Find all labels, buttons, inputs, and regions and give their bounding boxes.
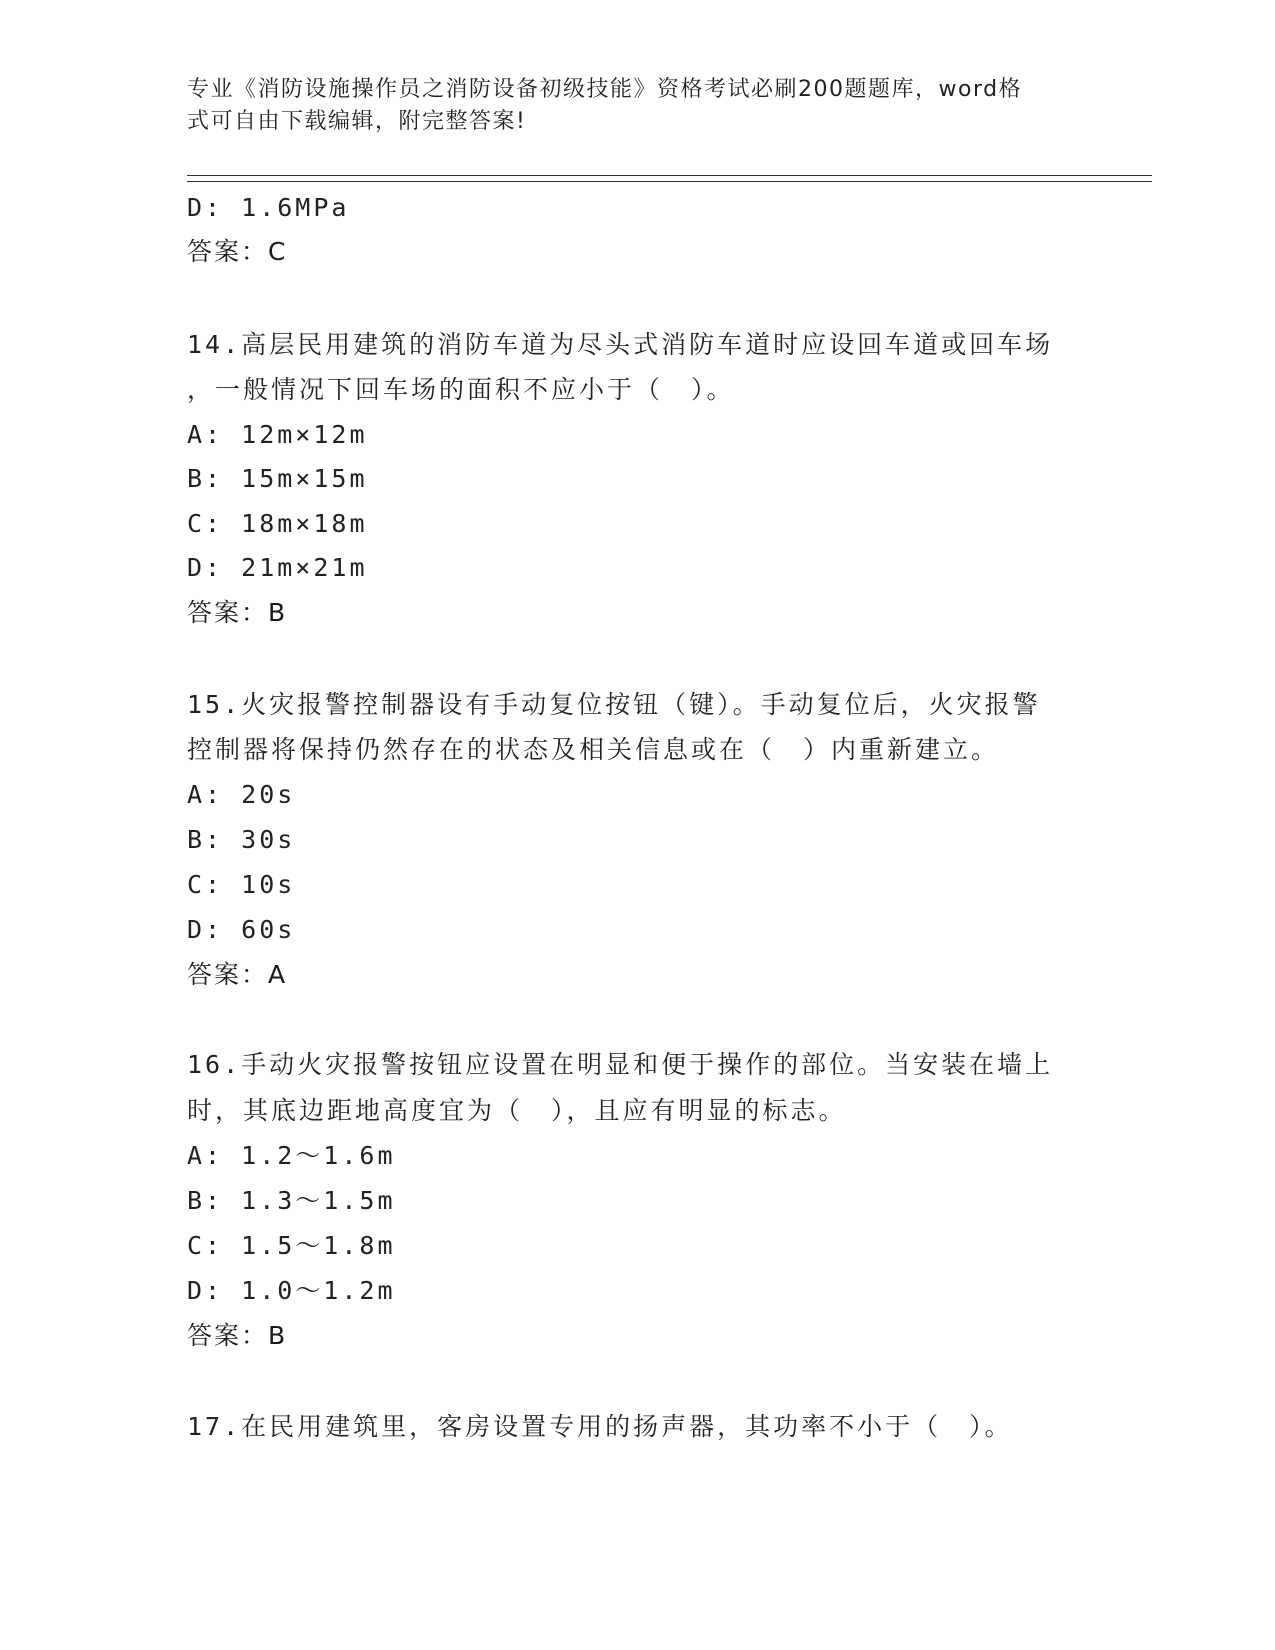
q14-option-b: B: 15m×15m: [187, 464, 368, 493]
q14-option-d: D: 21m×21m: [187, 553, 368, 582]
header-line-2: 式可自由下载编辑，附完整答案!: [187, 109, 527, 134]
q14-stem-line-2: ，一般情况下回车场的面积不应小于（ ）。: [187, 375, 735, 404]
header-line-1: 专业《消防设施操作员之消防设备初级技能》资格考试必刷200题题库，word格: [187, 77, 1023, 102]
q14-option-c: C: 18m×18m: [187, 509, 368, 538]
q17-stem-line-1: 17.在民用建筑里，客房设置专用的扬声器，其功率不小于（ ）。: [187, 1412, 1013, 1441]
q14-answer: 答案：B: [187, 598, 288, 627]
q13-option-d: D: 1.6MPa: [187, 193, 350, 222]
q16-option-c: C: 1.5～1.8m: [187, 1231, 396, 1260]
q16-answer: 答案：B: [187, 1321, 288, 1350]
q15-option-b: B: 30s: [187, 825, 296, 854]
header-rule-bottom: [187, 181, 1152, 182]
page-header: [187, 74, 1067, 138]
q14-option-a: A: 12m×12m: [187, 420, 368, 449]
q15-stem-line-2: 控制器将保持仍然存在的状态及相关信息或在（ ）内重新建立。: [187, 735, 1000, 764]
q15-option-d: D: 60s: [187, 915, 296, 944]
q16-option-b: B: 1.3～1.5m: [187, 1186, 396, 1215]
q15-answer: 答案：A: [187, 960, 288, 989]
q16-option-a: A: 1.2～1.6m: [187, 1141, 396, 1170]
q15-stem-line-1: 15.火灾报警控制器设有手动复位按钮（键）。手动复位后，火灾报警: [187, 690, 1041, 719]
q15-option-a: A: 20s: [187, 780, 296, 809]
q14-stem-line-1: 14.高层民用建筑的消防车道为尽头式消防车道时应设回车道或回车场: [187, 330, 1054, 359]
q13-answer: 答案：C: [187, 237, 288, 266]
q16-stem-line-2: 时，其底边距地高度宜为（ ），且应有明显的标志。: [187, 1096, 847, 1125]
q16-stem-line-1: 16.手动火灾报警按钮应设置在明显和便于操作的部位。当安装在墙上: [187, 1050, 1054, 1079]
q15-option-c: C: 10s: [187, 870, 296, 899]
header-rule-top: [187, 175, 1152, 176]
q16-option-d: D: 1.0～1.2m: [187, 1276, 396, 1305]
